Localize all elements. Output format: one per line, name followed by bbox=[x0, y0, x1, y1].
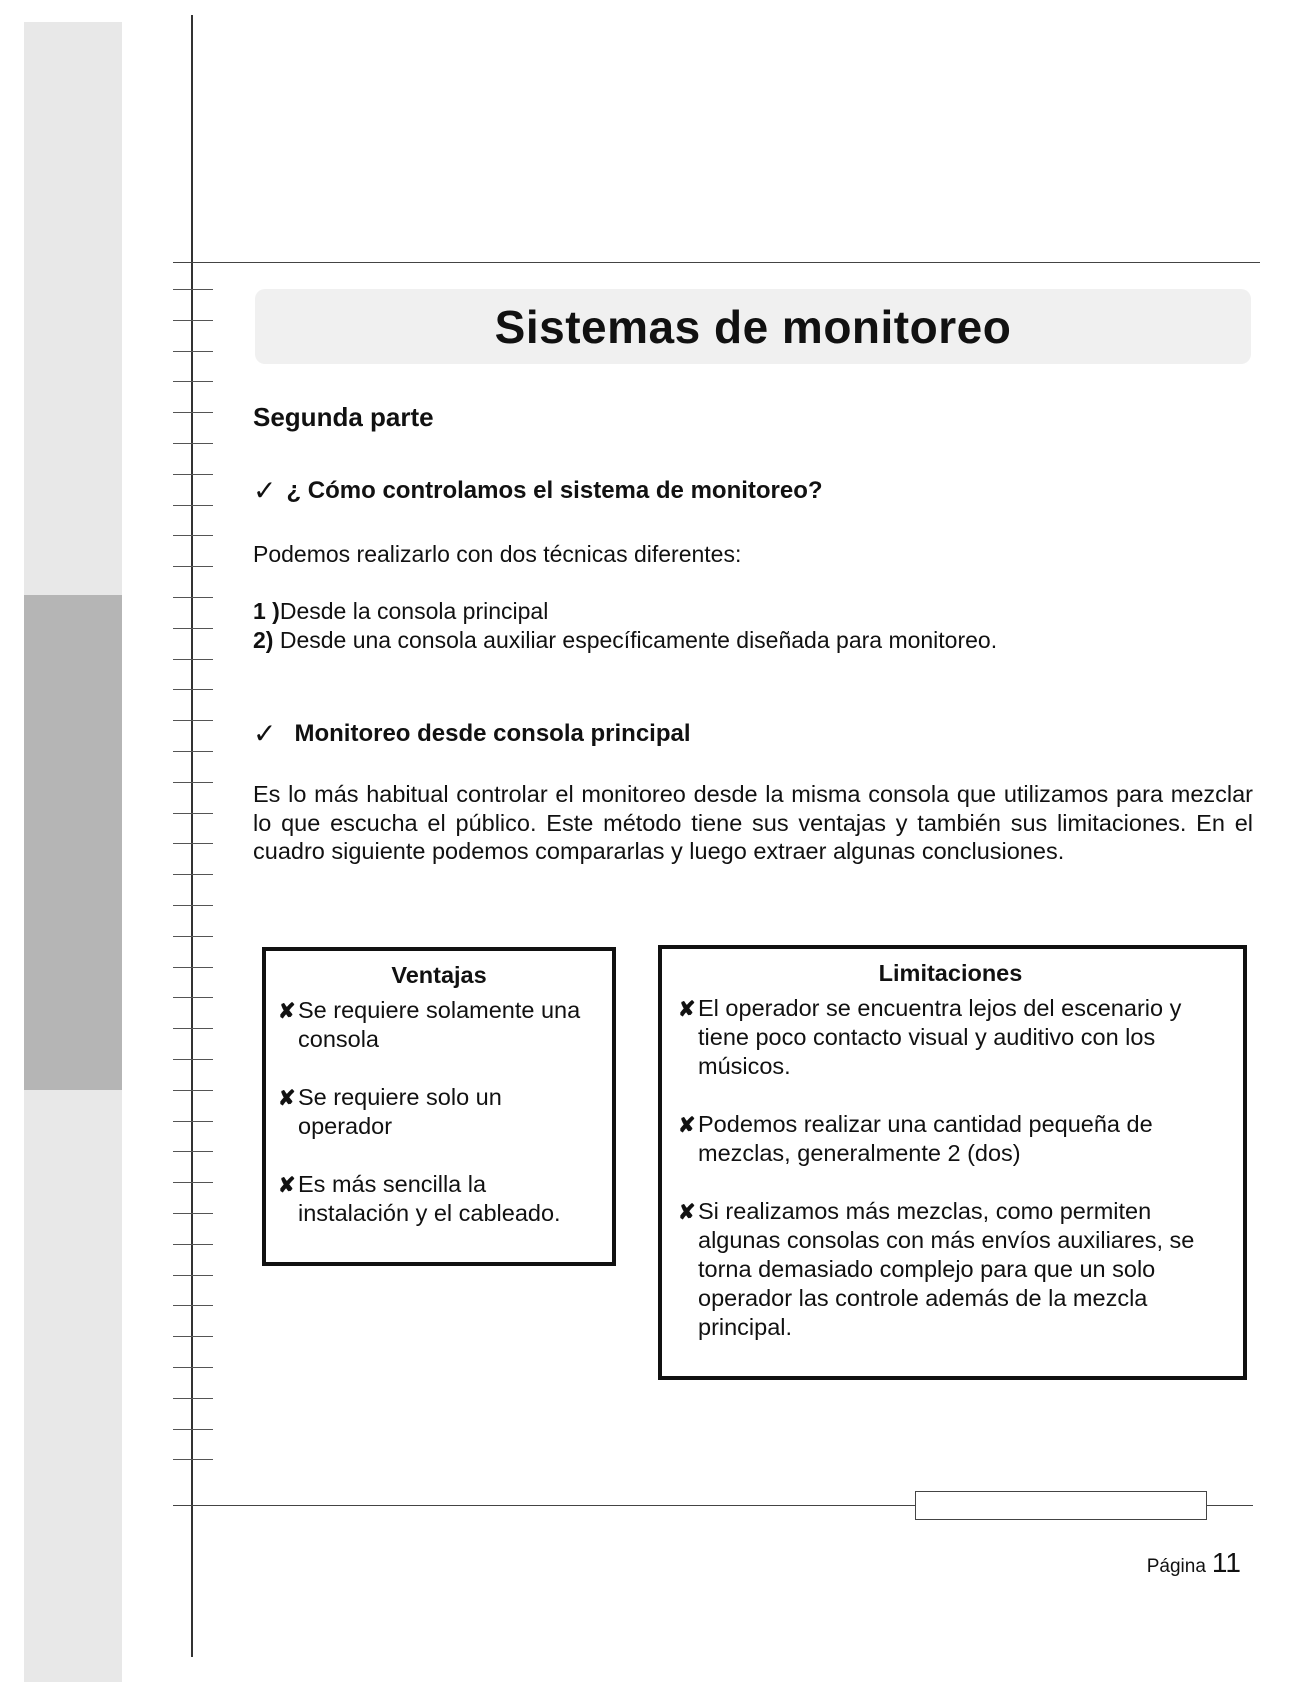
list-item-number: 2) bbox=[253, 627, 274, 653]
margin-tick bbox=[173, 1459, 213, 1460]
margin-tick bbox=[173, 751, 213, 752]
list-item-text: Se requiere solamente una consola bbox=[298, 997, 581, 1052]
margin-tick bbox=[173, 381, 213, 382]
margin-tick bbox=[173, 1398, 213, 1399]
list-item bbox=[253, 626, 1253, 655]
margin-tick bbox=[173, 843, 213, 844]
margin-tick bbox=[173, 1367, 213, 1368]
margin-tick bbox=[173, 1151, 213, 1152]
question-text: ¿ Cómo controlamos el sistema de monitoreo? bbox=[286, 476, 823, 504]
section-heading bbox=[253, 717, 1253, 750]
margin-tick bbox=[173, 1336, 213, 1337]
technique-list bbox=[253, 597, 1253, 655]
margin-tick bbox=[173, 689, 213, 690]
list-item-text: Desde la consola principal bbox=[279, 598, 549, 624]
x-mark-icon: ✘ bbox=[278, 1174, 296, 1197]
check-mark-icon: ✓ bbox=[253, 718, 277, 749]
side-strip-highlight bbox=[24, 595, 122, 1090]
x-mark-icon: ✘ bbox=[678, 1201, 696, 1224]
margin-tick bbox=[173, 967, 213, 968]
section-paragraph: Es lo más habitual controlar el monitoreo desde la misma consola que utilizamos para mezclar lo que escucha el público. Este método tiene sus ventajas y también sus limitaciones. En el cuadro siguiente podemos compararlas y luego extraer algunas conclusiones. bbox=[253, 781, 1253, 864]
check-mark-icon: ✓ bbox=[253, 475, 277, 506]
page-label: Página bbox=[1146, 1556, 1206, 1577]
margin-tick bbox=[173, 782, 213, 783]
list-item bbox=[278, 996, 600, 1054]
section-heading-text: Monitoreo desde consola principal bbox=[294, 719, 691, 747]
ventajas-list bbox=[278, 996, 600, 1228]
x-mark-icon: ✘ bbox=[678, 998, 696, 1021]
intro-text: Podemos realizarlo con dos técnicas diferentes: bbox=[253, 541, 742, 567]
page-number bbox=[1147, 1547, 1241, 1579]
margin-tick bbox=[173, 1305, 213, 1306]
margin-tick bbox=[173, 720, 213, 721]
page-number-value: 11 bbox=[1211, 1547, 1241, 1578]
question-heading bbox=[253, 474, 1253, 507]
x-mark-icon: ✘ bbox=[278, 1087, 296, 1110]
list-item bbox=[253, 597, 1253, 626]
limitaciones-list bbox=[678, 994, 1223, 1342]
margin-tick bbox=[173, 874, 213, 875]
margin-tick bbox=[173, 813, 213, 814]
margin-tick bbox=[173, 1028, 213, 1029]
margin-tick bbox=[173, 412, 213, 413]
x-mark-icon: ✘ bbox=[278, 1000, 296, 1023]
list-item bbox=[278, 1083, 600, 1141]
list-item bbox=[678, 1197, 1223, 1342]
margin-tick bbox=[173, 936, 213, 937]
list-item bbox=[678, 994, 1223, 1081]
margin-tick bbox=[173, 1182, 213, 1183]
margin-tick bbox=[173, 1213, 213, 1214]
list-item-text: Si realizamos más mezclas, como permiten algunas consolas con más envíos auxiliares, se torna demasiado complejo para que un solo operador las controle además de la mezcla principal. bbox=[698, 1198, 1195, 1340]
margin-tick bbox=[173, 628, 213, 629]
margin-tick bbox=[173, 1275, 213, 1276]
margin-tick bbox=[173, 320, 213, 321]
header-rule bbox=[173, 262, 1260, 263]
margin-tick bbox=[173, 1059, 213, 1060]
page-title: Sistemas de monitoreo bbox=[494, 300, 1012, 353]
list-item-text: El operador se encuentra lejos del escenario y tiene poco contacto visual y auditivo con los músicos. bbox=[698, 995, 1182, 1079]
margin-tick bbox=[173, 474, 213, 475]
list-item-text: Es más sencilla la instalación y el cableado. bbox=[298, 1171, 561, 1226]
limitaciones-title: Limitaciones bbox=[878, 960, 1023, 986]
margin-tick bbox=[173, 1090, 213, 1091]
margin-tick bbox=[173, 535, 213, 536]
x-mark-icon: ✘ bbox=[678, 1114, 696, 1137]
list-item bbox=[278, 1170, 600, 1228]
margin-tick bbox=[173, 597, 213, 598]
list-item-text: Se requiere solo un operador bbox=[298, 1084, 502, 1139]
margin-ticks bbox=[173, 0, 213, 1688]
margin-tick bbox=[173, 1244, 213, 1245]
margin-tick bbox=[173, 997, 213, 998]
limitaciones-box bbox=[658, 945, 1247, 1380]
margin-tick bbox=[173, 505, 213, 506]
ventajas-box bbox=[262, 947, 616, 1266]
list-item bbox=[678, 1110, 1223, 1168]
margin-tick bbox=[173, 566, 213, 567]
margin-tick bbox=[173, 351, 213, 352]
list-item-text: Podemos realizar una cantidad pequeña de mezclas, generalmente 2 (dos) bbox=[698, 1111, 1153, 1166]
margin-tick bbox=[173, 289, 213, 290]
footer-box bbox=[915, 1491, 1207, 1520]
margin-tick bbox=[173, 1429, 213, 1430]
title-bar bbox=[255, 289, 1251, 364]
list-item-number: 1 ) bbox=[253, 598, 280, 624]
margin-tick bbox=[173, 905, 213, 906]
ventajas-title: Ventajas bbox=[391, 962, 487, 988]
section-subtitle: Segunda parte bbox=[253, 402, 434, 432]
margin-tick bbox=[173, 659, 213, 660]
list-item-text: Desde una consola auxiliar específicamente diseñada para monitoreo. bbox=[273, 627, 998, 653]
margin-tick bbox=[173, 443, 213, 444]
margin-tick bbox=[173, 1121, 213, 1122]
